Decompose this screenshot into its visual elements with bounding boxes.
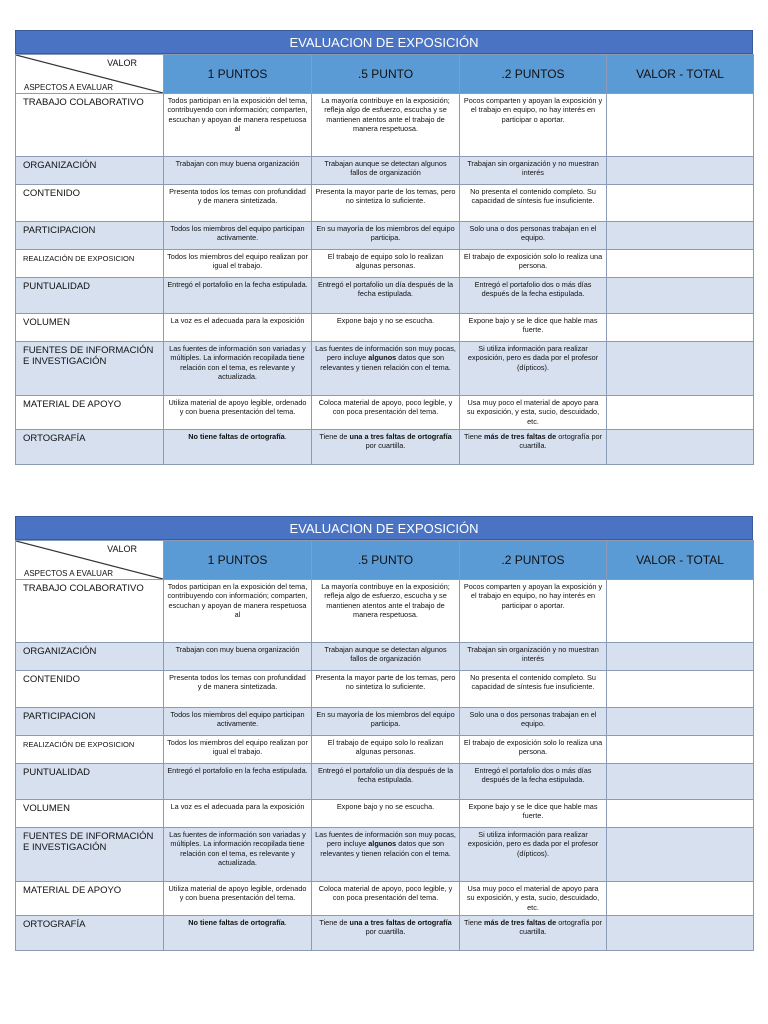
criteria-cell: Presenta la mayor parte de los temas, pero no sintetiza lo suficiente. [312,671,460,708]
valor-label: VALOR [107,544,137,554]
criteria-cell: Trabajan sin organización y no muestran interés [460,157,607,185]
table-row [16,643,754,671]
aspect-label: CONTENIDO [16,671,164,708]
rubric-table [15,54,754,465]
criteria-cell: La mayoría contribuye en la exposición; refleja algo de esfuerzo, escucha y se mantienen atentos ante el trabajo de manera respetuosa. [312,580,460,643]
criteria-cell: Solo una o dos personas trabajan en el equipo. [460,708,607,736]
total-cell[interactable] [607,643,754,671]
criteria-cell: Entregó el portafolio un día después de la fecha estipulada. [312,764,460,800]
table-row [16,157,754,185]
criteria-cell: Tiene más de tres faltas de ortografía por cuartilla. [460,430,607,465]
aspect-label: VOLUMEN [16,800,164,828]
criteria-cell: Expone bajo y no se escucha. [312,314,460,342]
aspect-label: REALIZACIÓN DE EXPOSICION [16,736,164,764]
criteria-cell: La voz es el adecuada para la exposición [164,314,312,342]
aspects-label: ASPECTOS A EVALUAR [24,83,114,92]
criteria-cell: Trabajan aunque se detectan algunos fallos de organización [312,643,460,671]
rubric-table [15,540,754,951]
table-row [16,882,754,916]
criteria-cell: Solo una o dos personas trabajan en el equipo. [460,222,607,250]
header-1-punto: 1 PUNTOS [164,541,312,580]
aspect-label: TRABAJO COLABORATIVO [16,580,164,643]
criteria-cell: Trabajan con muy buena organización [164,643,312,671]
criteria-cell: El trabajo de exposición solo lo realiza una persona. [460,736,607,764]
criteria-cell: Las fuentes de información son muy pocas, pero incluye algunos datos que son relevantes y tienen relación con el tema. [312,828,460,882]
table-row [16,671,754,708]
aspect-label: VOLUMEN [16,314,164,342]
total-cell[interactable] [607,736,754,764]
criteria-cell: Pocos comparten y apoyan la exposición y el trabajo en equipo, no hay interés en participar o aportar. [460,580,607,643]
header-row [16,541,754,580]
aspect-label: FUENTES DE INFORMACIÓN E INVESTIGACIÓN [16,828,164,882]
criteria-cell: Entregó el portafolio en la fecha estipulada. [164,764,312,800]
table-row [16,94,754,157]
criteria-cell: Usa muy poco el material de apoyo para su exposición, y esta, sucio, descuidado, etc. [460,396,607,430]
table-row [16,396,754,430]
rubric-top [15,30,753,465]
table-row [16,342,754,396]
criteria-cell: Tiene más de tres faltas de ortografía por cuartilla. [460,916,607,951]
corner-header [16,541,164,580]
criteria-cell: Usa muy poco el material de apoyo para su exposición, y esta, sucio, descuidado, etc. [460,882,607,916]
aspect-label: FUENTES DE INFORMACIÓN E INVESTIGACIÓN [16,342,164,396]
total-cell[interactable] [607,671,754,708]
criteria-cell: Todos los miembros del equipo participan activamente. [164,222,312,250]
rubric-title: EVALUACION DE EXPOSICIÓN [15,516,753,540]
valor-label: VALOR [107,58,137,68]
header-02-puntos: .2 PUNTOS [460,541,607,580]
criteria-cell: No tiene faltas de ortografía. [164,916,312,951]
total-cell[interactable] [607,916,754,951]
table-row [16,764,754,800]
table-row [16,580,754,643]
criteria-cell: El trabajo de equipo solo lo realizan algunas personas. [312,250,460,278]
aspect-label: PUNTUALIDAD [16,764,164,800]
header-1-punto: 1 PUNTOS [164,55,312,94]
aspect-label: REALIZACIÓN DE EXPOSICION [16,250,164,278]
total-cell[interactable] [607,157,754,185]
criteria-cell: No presenta el contenido completo. Su capacidad de síntesis fue insuficiente. [460,185,607,222]
criteria-cell: En su mayoría de los miembros del equipo participa. [312,708,460,736]
rubric-title: EVALUACION DE EXPOSICIÓN [15,30,753,54]
criteria-cell: El trabajo de equipo solo lo realizan algunas personas. [312,736,460,764]
total-cell[interactable] [607,708,754,736]
table-row [16,828,754,882]
aspect-label: PARTICIPACION [16,708,164,736]
header-valor-total: VALOR - TOTAL [607,55,754,94]
aspect-label: ORGANIZACIÓN [16,157,164,185]
total-cell[interactable] [607,222,754,250]
total-cell[interactable] [607,800,754,828]
total-cell[interactable] [607,278,754,314]
criteria-cell: Si utiliza información para realizar exposición, pero es dada por el profesor (dípticos). [460,828,607,882]
table-row [16,736,754,764]
table-row [16,708,754,736]
criteria-cell: Utiliza material de apoyo legible, ordenado y con buena presentación del tema. [164,882,312,916]
criteria-cell: Entregó el portafolio dos o más días después de la fecha estipulada. [460,764,607,800]
total-cell[interactable] [607,94,754,157]
criteria-cell: Todos los miembros del equipo realizan por igual el trabajo. [164,250,312,278]
header-02-puntos: .2 PUNTOS [460,55,607,94]
total-cell[interactable] [607,430,754,465]
total-cell[interactable] [607,580,754,643]
table-row [16,278,754,314]
criteria-cell: Presenta todos los temas con profundidad y de manera sintetizada. [164,185,312,222]
criteria-cell: Todos participan en la exposición del tema, contribuyendo con información; comparten, escuchan y apoyan de manera respetuosa al [164,580,312,643]
criteria-cell: Presenta la mayor parte de los temas, pero no sintetiza lo suficiente. [312,185,460,222]
aspect-label: MATERIAL DE APOYO [16,882,164,916]
criteria-cell: Tiene de una a tres faltas de ortografía por cuartilla. [312,430,460,465]
header-valor-total: VALOR - TOTAL [607,541,754,580]
aspect-label: CONTENIDO [16,185,164,222]
header-row [16,55,754,94]
table-row [16,800,754,828]
table-row [16,185,754,222]
header-05-punto: .5 PUNTO [312,541,460,580]
criteria-cell: No tiene faltas de ortografía. [164,430,312,465]
criteria-cell: El trabajo de exposición solo lo realiza una persona. [460,250,607,278]
criteria-cell: Las fuentes de información son variadas y múltiples. La información recopilada tiene relación con el tema, es relevante y actualizada. [164,828,312,882]
total-cell[interactable] [607,828,754,882]
criteria-cell: Utiliza material de apoyo legible, ordenado y con buena presentación del tema. [164,396,312,430]
aspect-label: MATERIAL DE APOYO [16,396,164,430]
criteria-cell: Expone bajo y se le dice que hable mas fuerte. [460,314,607,342]
aspects-label: ASPECTOS A EVALUAR [24,569,114,578]
criteria-cell: Las fuentes de información son muy pocas, pero incluye algunos datos que son relevantes y tienen relación con el tema. [312,342,460,396]
criteria-cell: Las fuentes de información son variadas y múltiples. La información recopilada tiene relación con el tema, es relevante y actualizada. [164,342,312,396]
criteria-cell: La voz es el adecuada para la exposición [164,800,312,828]
total-cell[interactable] [607,250,754,278]
total-cell[interactable] [607,764,754,800]
criteria-cell: No presenta el contenido completo. Su capacidad de síntesis fue insuficiente. [460,671,607,708]
table-row [16,916,754,951]
total-cell[interactable] [607,185,754,222]
total-cell[interactable] [607,314,754,342]
criteria-cell: Todos participan en la exposición del tema, contribuyendo con información; comparten, escuchan y apoyan de manera respetuosa al [164,94,312,157]
aspect-label: ORTOGRAFÍA [16,916,164,951]
table-row [16,250,754,278]
criteria-cell: Expone bajo y se le dice que hable mas fuerte. [460,800,607,828]
total-cell[interactable] [607,396,754,430]
criteria-cell: Entregó el portafolio un día después de la fecha estipulada. [312,278,460,314]
criteria-cell: Coloca material de apoyo, poco legible, y con poca presentación del tema. [312,396,460,430]
aspect-label: PARTICIPACION [16,222,164,250]
corner-header [16,55,164,94]
table-row [16,314,754,342]
criteria-cell: Todos los miembros del equipo realizan por igual el trabajo. [164,736,312,764]
rubric-bottom [15,516,753,951]
total-cell[interactable] [607,342,754,396]
criteria-cell: Tiene de una a tres faltas de ortografía por cuartilla. [312,916,460,951]
criteria-cell: Presenta todos los temas con profundidad y de manera sintetizada. [164,671,312,708]
criteria-cell: Entregó el portafolio dos o más días después de la fecha estipulada. [460,278,607,314]
table-row [16,222,754,250]
criteria-cell: Trabajan con muy buena organización [164,157,312,185]
total-cell[interactable] [607,882,754,916]
aspect-label: ORTOGRAFÍA [16,430,164,465]
aspect-label: ORGANIZACIÓN [16,643,164,671]
criteria-cell: Coloca material de apoyo, poco legible, y con poca presentación del tema. [312,882,460,916]
criteria-cell: Trabajan aunque se detectan algunos fallos de organización [312,157,460,185]
criteria-cell: Si utiliza información para realizar exposición, pero es dada por el profesor (dípticos). [460,342,607,396]
criteria-cell: En su mayoría de los miembros del equipo participa. [312,222,460,250]
criteria-cell: Expone bajo y no se escucha. [312,800,460,828]
aspect-label: TRABAJO COLABORATIVO [16,94,164,157]
criteria-cell: Entregó el portafolio en la fecha estipulada. [164,278,312,314]
header-05-punto: .5 PUNTO [312,55,460,94]
criteria-cell: Pocos comparten y apoyan la exposición y el trabajo en equipo, no hay interés en participar o aportar. [460,94,607,157]
criteria-cell: La mayoría contribuye en la exposición; refleja algo de esfuerzo, escucha y se mantienen atentos ante el trabajo de manera respetuosa. [312,94,460,157]
table-row [16,430,754,465]
criteria-cell: Todos los miembros del equipo participan activamente. [164,708,312,736]
criteria-cell: Trabajan sin organización y no muestran interés [460,643,607,671]
aspect-label: PUNTUALIDAD [16,278,164,314]
